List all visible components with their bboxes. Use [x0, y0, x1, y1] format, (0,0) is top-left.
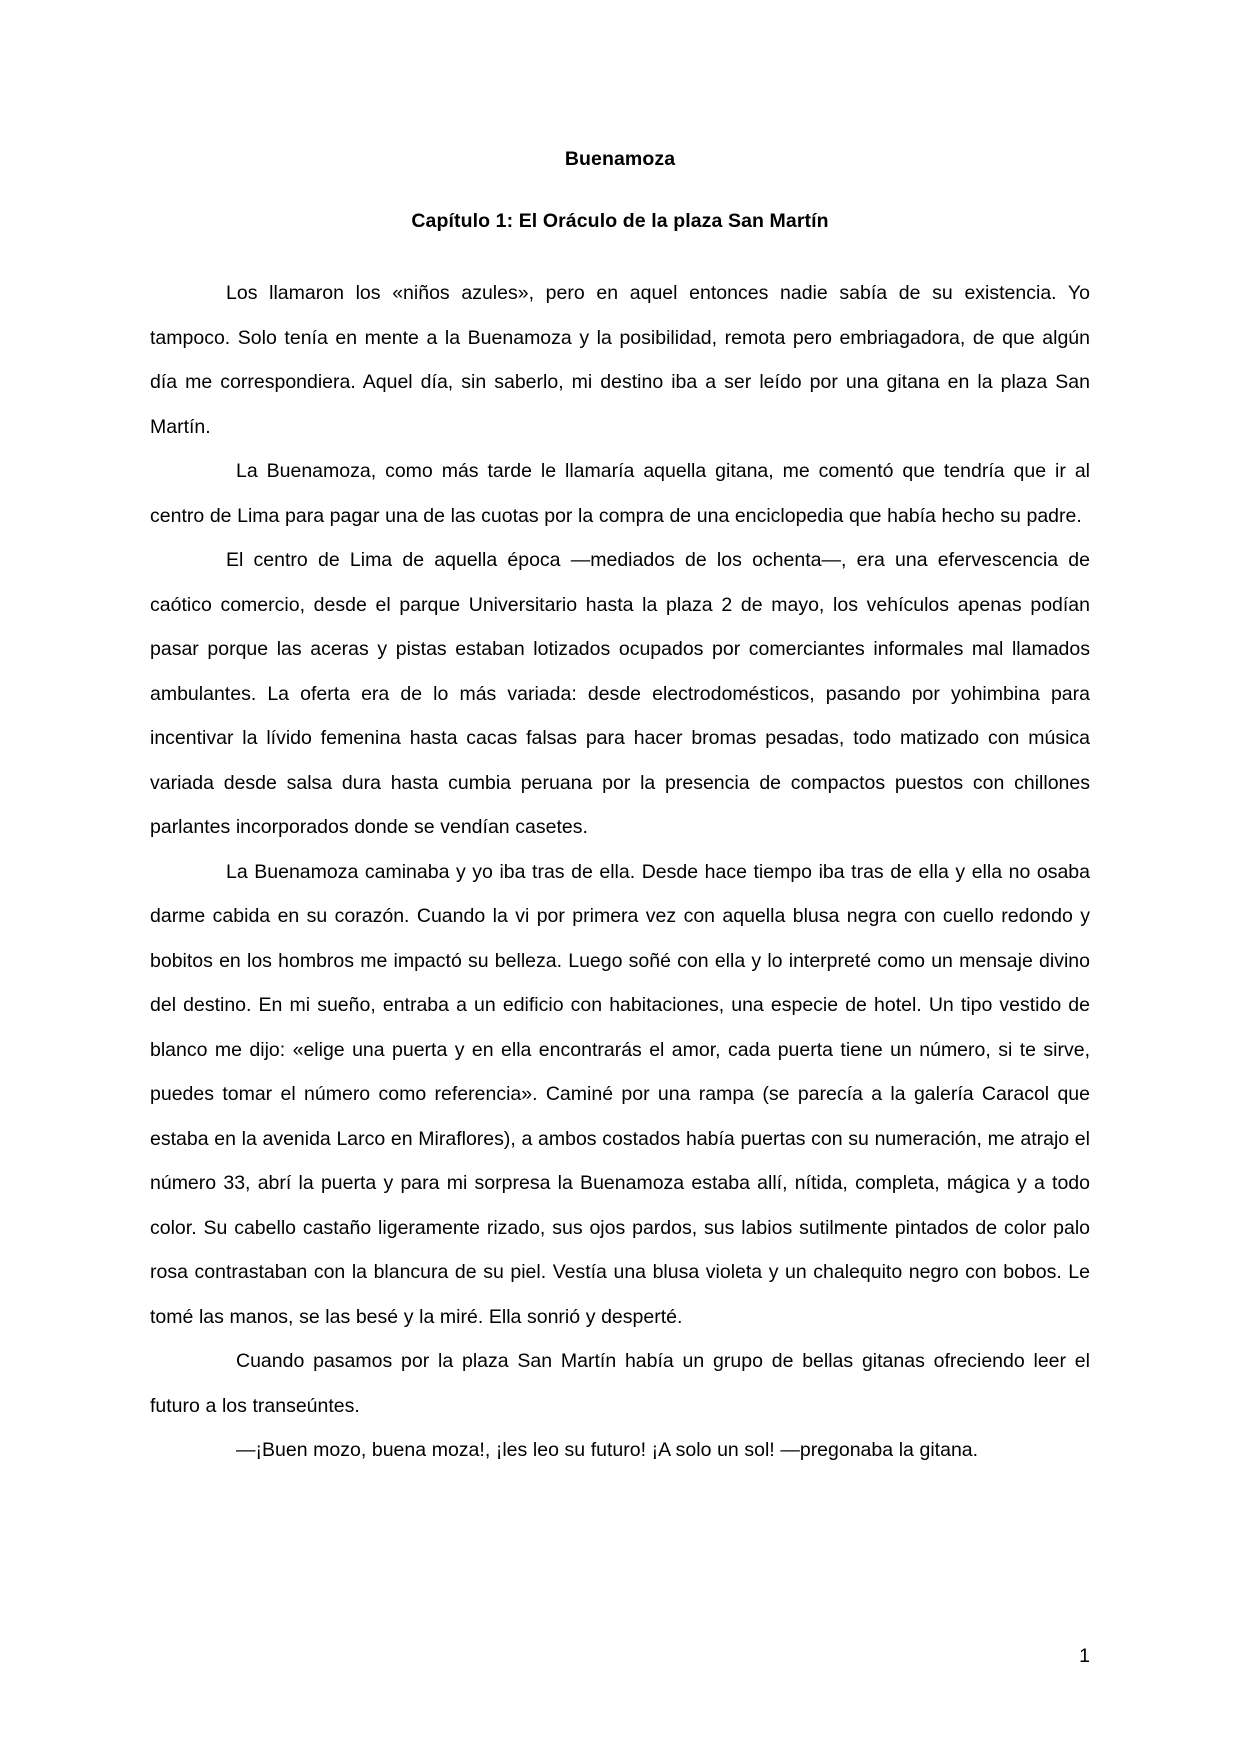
paragraph-5: Cuando pasamos por la plaza San Martín había un grupo de bellas gitanas ofreciendo leer el futuro a los transeúntes. [150, 1350, 1090, 1417]
chapter-heading: Capítulo 1: El Oráculo de la plaza San Martín [411, 209, 829, 232]
paragraph-6: —¡Buen mozo, buena moza!, ¡les leo su futuro! ¡A solo un sol! —pregonaba la gitana. [236, 1439, 979, 1461]
paragraph-3: El centro de Lima de aquella época —mediados de los ochenta—, era una efervescencia de caótico comercio, desde el parque Universitario hasta la plaza 2 de mayo, los vehículos apenas podían pasar porque las aceras y pistas estaban lotizados ocupados por comerciantes informales mal llamados ambulantes. La oferta era de lo más variada: desde electrodomésticos, pasando por yohimbina para incentivar la lívido femenina hasta cacas falsas para hacer bromas pesadas, todo matizado con música variada desde salsa dura hasta cumbia peruana por la presencia de compactos puestos con chillones parlantes incorporados donde se vendían casetes. [150, 549, 1090, 838]
page-title: Buenamoza [564, 148, 676, 170]
paragraph-1: Los llamaron los «niños azules», pero en aquel entonces nadie sabía de su existencia. Yo tampoco. Solo tenía en mente a la Buenamoza y la posibilidad, remota pero embriagadora, de que algún día me correspondiera. Aquel día, sin saberlo, mi destino iba a ser leído por una gitana en la plaza San Martín. [150, 282, 1090, 438]
paragraph-2: La Buenamoza, como más tarde le llamaría aquella gitana, me comentó que tendría que ir al centro de Lima para pagar una de las cuotas por la compra de una enciclopedia que había hecho su padre. [150, 460, 1090, 527]
page-number: 1 [1079, 1644, 1090, 1667]
paragraph-4: La Buenamoza caminaba y yo iba tras de ella. Desde hace tiempo iba tras de ella y ella no osaba darme cabida en su corazón. Cuando la vi por primera vez con aquella blusa negra con cuello redondo y bobitos en los hombros me impactó su belleza. Luego soñé con ella y lo interpreté como un mensaje divino del destino. En mi sueño, entraba a un edificio con habitaciones, una especie de hotel. Un tipo vestido de blanco me dijo: «elige una puerta y en ella encontrarás el amor, cada puerta tiene un número, si te sirve, puedes tomar el número como referencia». Caminé por una rampa (se parecía a la galería Caracol que estaba en la avenida Larco en Miraflores), a ambos costados había puertas con su numeración, me atrajo el número 33, abrí la puerta y para mi sorpresa la Buenamoza estaba allí, nítida, completa, mágica y a todo color. Su cabello castaño ligeramente rizado, sus ojos pardos, sus labios sutilmente pintados de color palo rosa contrastaban con la blancura de su piel. Vestía una blusa violeta y un chalequito negro con bobos. Le tomé las manos, se las besé y la miré. Ella sonrió y desperté. [150, 860, 1090, 1328]
